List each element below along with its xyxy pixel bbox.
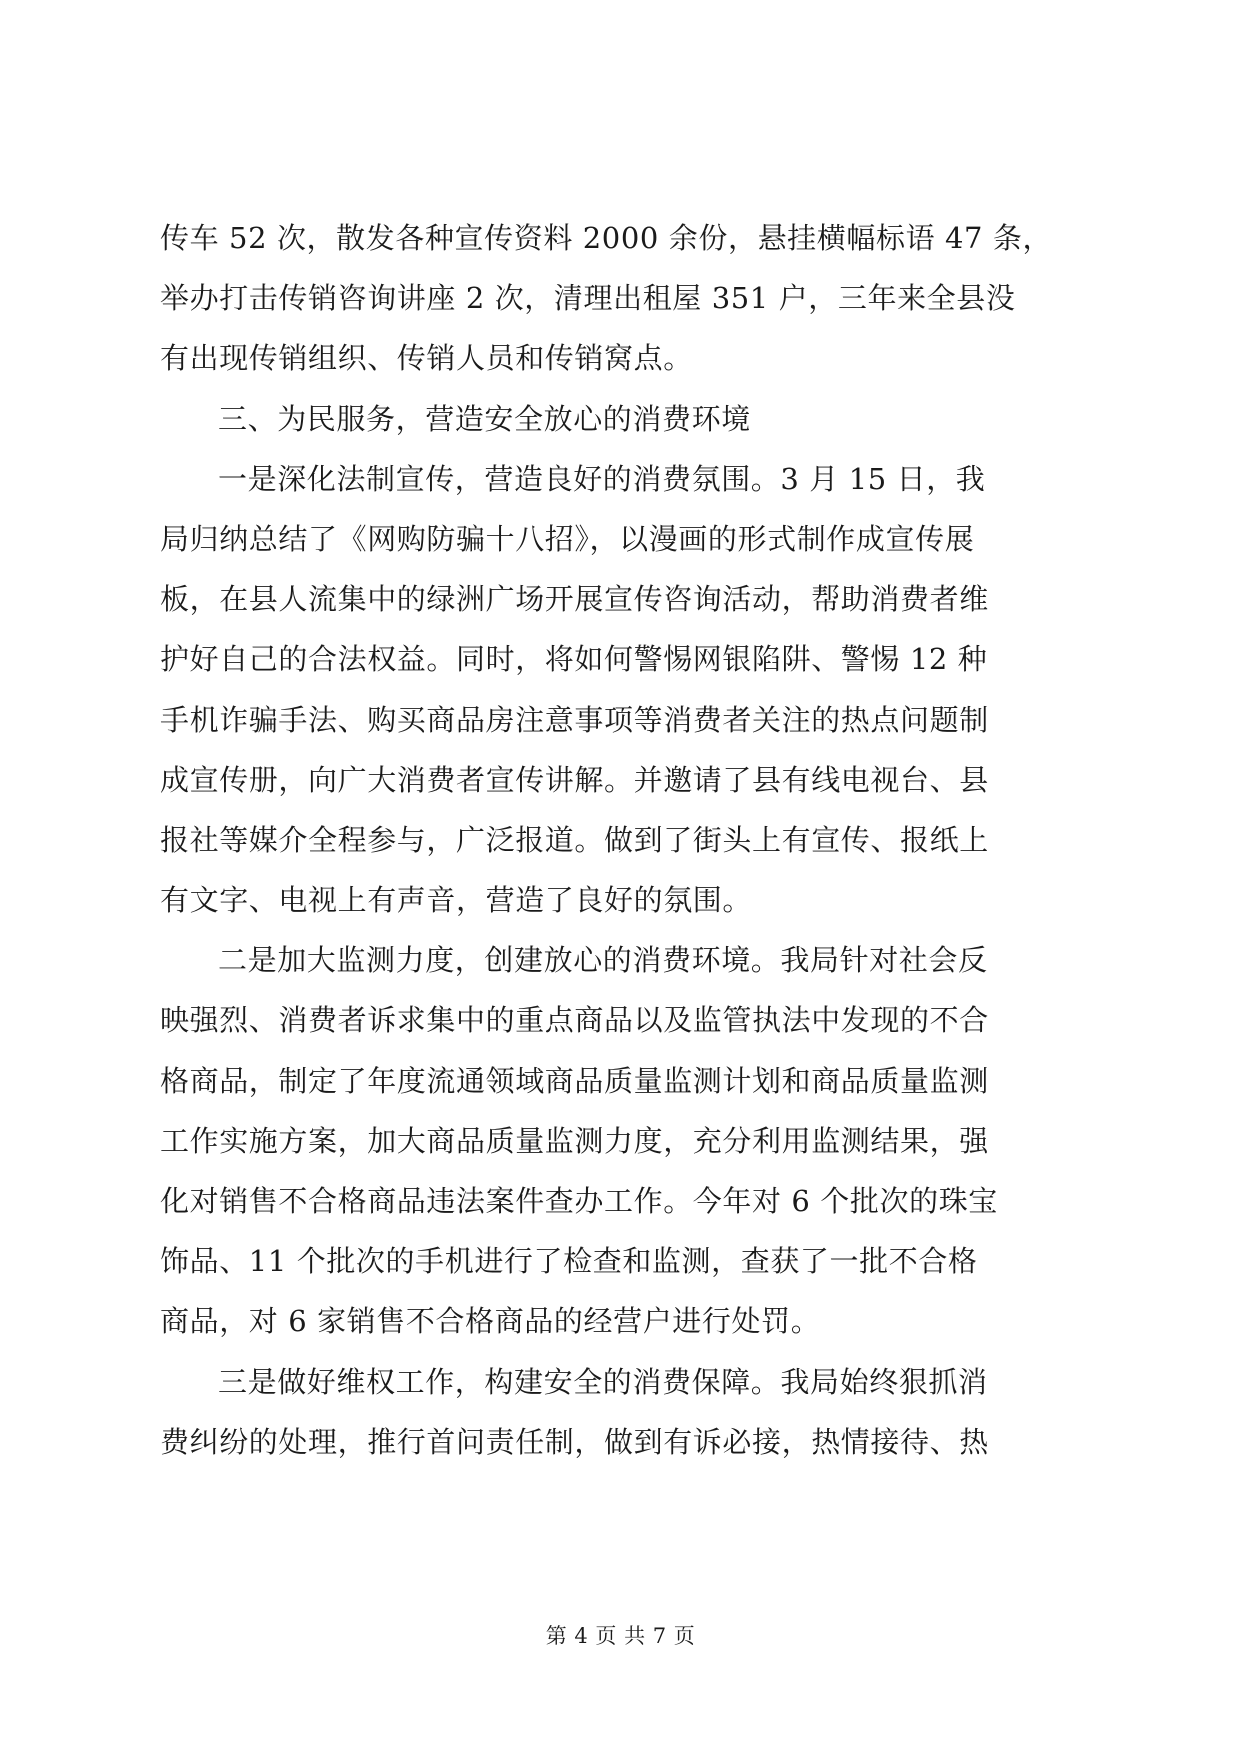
text-line: 有文字、电视上有声音，营造了良好的氛围。 (160, 883, 753, 918)
text-line: 成宣传册，向广大消费者宣传讲解。并邀请了县有线电视台、县 (160, 762, 989, 797)
text-line: 商品，对 6 家销售不合格商品的经营户进行处罚。 (160, 1304, 821, 1339)
text-line: 费纠纷的处理，推行首问责任制，做到有诉必接，热情接待、热 (160, 1424, 989, 1459)
section-heading: 三、为民服务，营造安全放心的消费环境 (218, 401, 751, 436)
text-line: 有出现传销组织、传销人员和传销窝点。 (160, 341, 693, 376)
text-line: 三是做好维权工作，构建安全的消费保障。我局始终狠抓消 (218, 1364, 988, 1399)
text-line: 传车 52 次，散发各种宣传资料 2000 余份，悬挂横幅标语 47 条， (160, 221, 1053, 255)
text-line: 板，在县人流集中的绿洲广场开展宣传咨询活动，帮助消费者维 (160, 582, 989, 617)
text-line: 局归纳总结了《网购防骗十八招》，以漫画的形式制作成宣传展 (160, 521, 975, 556)
text-line: 一是深化法制宣传，营造良好的消费氛围。3 月 15 日，我 (218, 461, 986, 496)
text-line: 二是加大监测力度，创建放心的消费环境。我局针对社会反 (218, 943, 988, 978)
page-footer: 第 4 页 共 7 页 (545, 1624, 696, 1648)
text-line: 工作实施方案，加大商品质量监测力度，充分利用监测结果，强 (160, 1123, 989, 1158)
text-line: 举办打击传销咨询讲座 2 次，清理出租屋 351 户，三年来全县没 (160, 281, 1016, 316)
text-line: 饰品、11 个批次的手机进行了检查和监测，查获了一批不合格 (160, 1244, 978, 1279)
text-line: 化对销售不合格商品违法案件查办工作。今年对 6 个批次的珠宝 (160, 1184, 998, 1218)
text-line: 映强烈、消费者诉求集中的重点商品以及监管执法中发现的不合 (160, 1003, 989, 1038)
text-line: 格商品，制定了年度流通领域商品质量监测计划和商品质量监测 (160, 1063, 989, 1098)
text-line: 护好自己的合法权益。同时，将如何警惕网银陷阱、警惕 12 种 (160, 642, 988, 677)
body-text (160, 208, 1090, 1472)
text-line: 报社等媒介全程参与，广泛报道。做到了街头上有宣传、报纸上 (160, 822, 989, 857)
text-line: 手机诈骗手法、购买商品房注意事项等消费者关注的热点问题制 (160, 702, 989, 737)
